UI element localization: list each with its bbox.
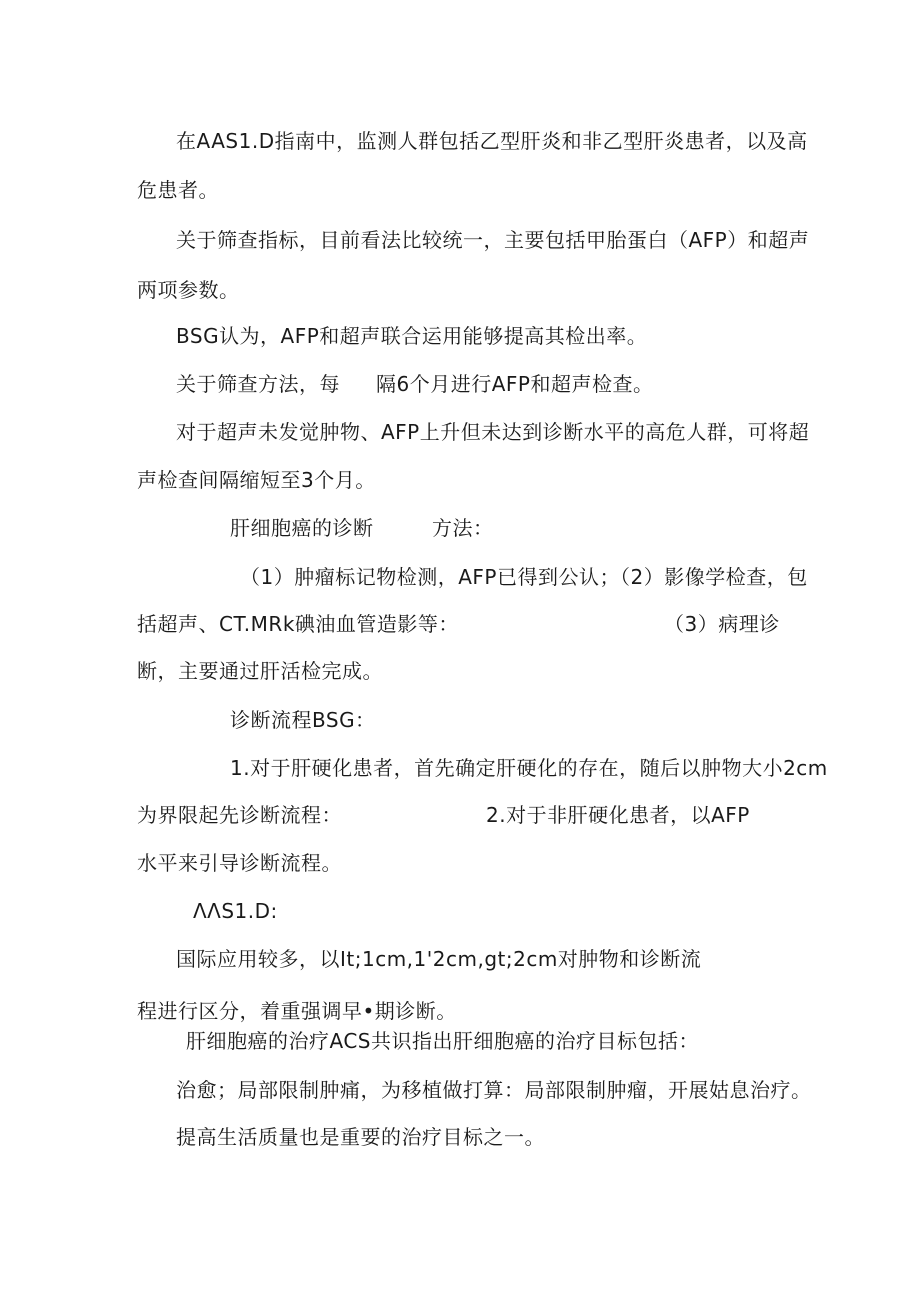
text-line-12: （1）肿瘤标记物检测，AFP已得到公认；（2）影像学检查，包: [240, 565, 808, 589]
section-heading-aasld: ΛΛS1.D:: [193, 899, 278, 923]
text-line-18: 为界限起先诊断流程：: [137, 803, 342, 827]
section-heading-diagnosis-flow: 诊断流程BSG：: [230, 708, 376, 732]
text-line-7: 隔6个月进行AFP和超声检查。: [376, 372, 654, 396]
text-line-17: 1.对于肝硬化患者，首先确定肝硬化的存在，随后以肿物大小2cm: [230, 756, 828, 780]
text-line-25: 治愈；局部限制肿痛，为移植做打算：局部限制肿瘤，开展姑息治疗。: [176, 1078, 812, 1102]
text-line-1: 在AAS1.D指南中，监测人群包括乙型肝炎和非乙型肝炎患者，以及高: [176, 129, 808, 153]
text-line-6: 关于筛查方法，每: [176, 372, 340, 396]
text-line-22: 国际应用较多，以It;1cm,1'2cm,gt;2cm对肿物和诊断流: [176, 947, 702, 971]
text-line-14: （3）病理诊: [664, 612, 780, 636]
text-line-15: 断，主要通过肝活检完成。: [137, 659, 383, 683]
text-line-13: 括超声、CT.MRk碘油血管造影等：: [137, 612, 459, 636]
section-heading-treatment: 肝细胞癌的治疗ACS共识指出肝细胞癌的治疗目标包括：: [186, 1029, 699, 1053]
text-line-3: 关于筛查指标，目前看法比较统一，主要包括甲胎蛋白（AFP）和超声: [176, 228, 810, 252]
text-line-19: 2.对于非肝硬化患者，以AFP: [486, 803, 750, 827]
section-heading-diagnosis: 肝细胞癌的诊断: [230, 516, 374, 540]
text-line-2: 危患者。: [137, 178, 219, 202]
text-line-5: BSG认为，AFP和超声联合运用能够提高其检出率。: [176, 324, 648, 348]
text-line-20: 水平来引导诊断流程。: [137, 851, 342, 875]
text-line-8: 对于超声未发觉肿物、AFP上升但未达到诊断水平的高危人群，可将超: [176, 420, 810, 444]
text-line-23: 程进行区分，着重强调早•期诊断。: [137, 999, 457, 1023]
text-line-4: 两项参数。: [137, 278, 240, 302]
text-line-9: 声检查间隔缩短至3个月。: [137, 468, 376, 492]
text-line-26: 提高生活质量也是重要的治疗目标之一。: [176, 1125, 545, 1149]
text-line-11: 方法：: [432, 516, 494, 540]
